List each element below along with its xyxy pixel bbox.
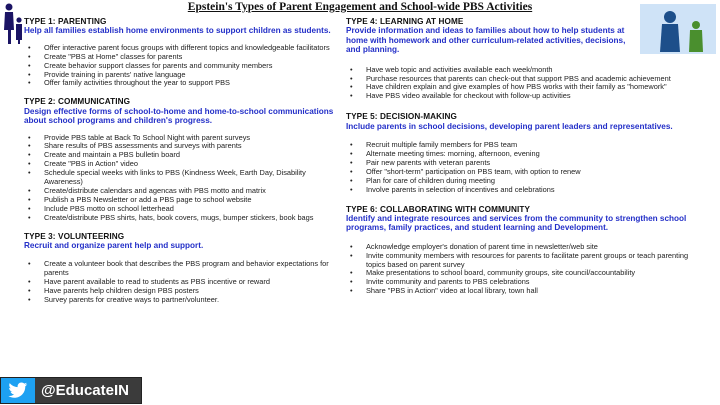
bullet-list xyxy=(346,243,702,296)
right-column xyxy=(346,17,702,296)
bullet-list xyxy=(24,134,342,223)
list-item: • Schedule special weeks with links to PBS (Kindness Week, Earth Day, Disability Awareness) xyxy=(28,168,306,187)
list-item: • Have PBS video available for checkout with follow-up activities xyxy=(350,91,571,101)
section-heading: TYPE 1: PARENTING xyxy=(24,17,107,26)
section-learning-at-home xyxy=(346,17,702,55)
list-item: • Have web topic and activities available each week/month xyxy=(350,64,553,74)
section-parenting xyxy=(24,17,342,88)
list-item: • Provide PBS table at Back To School Night with parent surveys xyxy=(28,132,251,142)
list-item: • Offer interactive parent focus groups with different topics and knowledgeable facilitators xyxy=(28,42,330,52)
list-item: • Have parents help children design PBS posters xyxy=(28,286,199,296)
list-item: • Purchase resources that parents can check-out that support PBS and academic achievement xyxy=(350,73,671,83)
section-collaborating xyxy=(346,205,702,297)
section-subheading: Identify and integrate resources and services from the community to strengthen school programs, family practices, and student learning and Development. xyxy=(346,213,687,233)
list-item: • Have parent available to read to students as PBS incentive or reward xyxy=(28,277,270,287)
section-heading: TYPE 5: DECISION-MAKING xyxy=(346,112,458,122)
bullet-list xyxy=(24,260,342,305)
section-heading: TYPE 6: COLLABORATING WITH COMMUNITY xyxy=(346,204,531,214)
bullet-list xyxy=(24,44,342,89)
list-item: • Plan for care of children during meeting xyxy=(350,175,495,185)
list-item: • Create and maintain a PBS bulletin board xyxy=(28,150,180,160)
section-subheading: Recruit and organize parent help and support. xyxy=(24,241,204,251)
list-item: • Provide training in parents' native language xyxy=(28,69,186,79)
left-column xyxy=(24,17,342,305)
section-volunteering xyxy=(24,232,342,305)
list-item: • Offer "short-term" participation on PBS team, with option to renew xyxy=(350,166,581,176)
list-item: • Acknowledge employer's donation of parent time in newsletter/web site xyxy=(350,241,598,251)
section-subheading: Help all families establish home environments to support children as students. xyxy=(24,26,331,36)
bullet-list xyxy=(346,66,702,102)
section-heading: TYPE 2: COMMUNICATING xyxy=(24,97,131,107)
list-item: • Create behavior support classes for parents and community members xyxy=(28,60,273,70)
list-item: • Pair new parents with veteran parents xyxy=(350,157,491,167)
list-item: • Recruit multiple family members for PBS team xyxy=(350,140,518,150)
list-item: • Create/distribute calendars and agencas with PBS motto and matrix xyxy=(28,186,266,195)
list-item: • Share results of PBS assessments and surveys with parents xyxy=(28,141,242,151)
list-item: • Invite community and parents to PBS celebrations xyxy=(350,277,530,287)
list-item: • Have children explain and give examples of how PBS works with their family as "homework" xyxy=(350,82,667,92)
list-item: • Alternate meeting times: morning, afternoon, evening xyxy=(350,148,540,158)
section-heading: TYPE 3: VOLUNTEERING xyxy=(24,231,125,241)
twitter-handle-badge[interactable] xyxy=(0,377,142,404)
section-subheading: Design effective forms of school-to-home and home-to-school communications about school programs and children's progress. xyxy=(24,106,334,126)
section-decision-making xyxy=(346,112,702,194)
section-subheading: Provide information and ideas to families about how to help students at home with homework and other curriculum-related activities, decisions, and planning. xyxy=(346,26,626,55)
bullet-list xyxy=(346,141,702,194)
list-item: • Involve parents in selection of incentives and celebrations xyxy=(350,184,555,194)
list-item: • Make presentations to school board, community groups, site council/accountability xyxy=(350,268,636,278)
list-item: • Create "PBS at Home" classes for parents xyxy=(28,51,183,61)
list-item: • Create/distribute PBS shirts, hats, book covers, mugs, bumper stickers, book bags xyxy=(28,212,314,222)
list-item: • Invite community members with resources for parents to facilitate parent groups or teach parenting topics based on parent survey xyxy=(350,250,689,269)
twitter-handle: @EducateIN xyxy=(41,382,129,399)
list-item: • Publish a PBS Newsletter or add a PBS page to school website xyxy=(28,194,252,204)
list-item: • Share "PBS in Action" video at local library, town hall xyxy=(350,286,538,296)
section-communicating xyxy=(24,97,342,222)
list-item: • Create "PBS in Action" video xyxy=(28,159,138,169)
family-silhouette-icon xyxy=(0,0,26,46)
list-item: • Survey parents for creative ways to partner/volunteer. xyxy=(28,295,219,305)
list-item: • Include PBS motto on school letterhead xyxy=(28,203,174,213)
section-subheading: Include parents in school decisions, developing parent leaders and representatives. xyxy=(346,121,673,131)
list-item: • Create a volunteer book that describes the PBS program and behavior expectations for parents xyxy=(28,259,329,278)
section-heading: TYPE 4: LEARNING AT HOME xyxy=(346,17,464,26)
page-title: Epstein's Types of Parent Engagement and School-wide PBS Activities xyxy=(187,1,533,13)
list-item: • Offer family activities throughout the year to support PBS xyxy=(28,78,230,88)
twitter-bird-icon xyxy=(1,378,35,403)
